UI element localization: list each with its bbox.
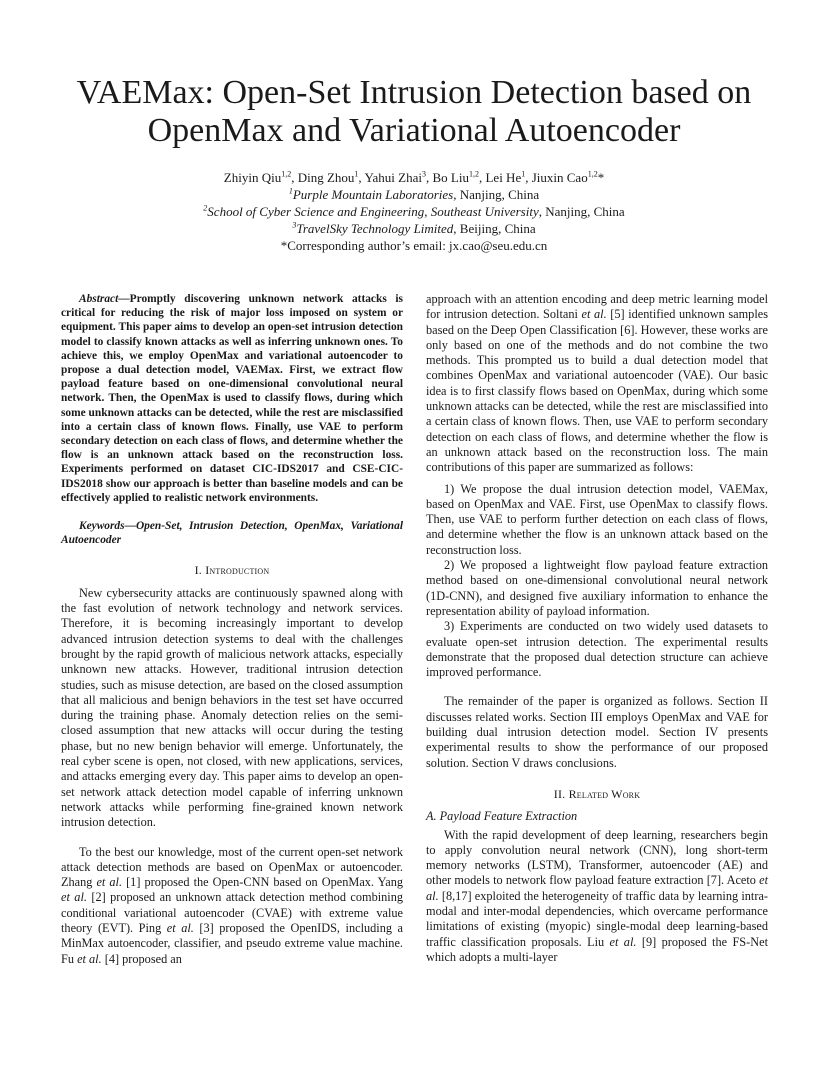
author-name: Zhiyin Qiu <box>223 170 282 185</box>
title-line-2: OpenMax and Variational Autoencoder <box>147 112 681 149</box>
contribution-item: 2) We proposed a lightweight flow payload feature extraction method based on one-dimensional convolutional neural network (1D-CNN), and designed five auxiliary information to enhance the representation ability of payload information. <box>426 558 768 618</box>
intro-paragraph: New cybersecurity attacks are continuously spawned along with the fast evolution of network technology and network services. Therefore, it is becoming increasingly important to develop advanced intrusion detection systems to deal with the challenges brought by the rapid growth of malicious network attacks, especially unknown new attacks. However, traditional intrusion detection studies, such as misuse detection, are based on the closed assumption that all malicious and benign behaviors in the test set have occurred during the training phase. Anomaly detection relies on the semi-closed assumption that new attacks will occur during the testing phase, but no new benign behavior will emerge. Unfortunately, the real cyber scene is open, not closed, with new applications, services, and attacks emerging every day. This paper aims to develop an open-set network attack detection model capable of inferring unknown network attacks while performing fine-grained known network intrusion detection. <box>61 585 403 830</box>
paper-title <box>40 74 788 150</box>
corresponding-author: *Corresponding author’s email: jx.cao@seu.edu.cn <box>280 238 548 253</box>
section-heading-introduction: I. Introduction <box>194 563 270 578</box>
body-paragraph: approach with an attention encoding and deep metric learning model for intrusion detection. Soltani et al. [5] identified unknown samples based on the Deep Open Classification [6]. However, these works are only based on one of the methods and do not combine the two methods. This prompted us to build a dual detection model that combines OpenMax and variational autoencoder (VAE). Our basic idea is to first classify flows based on OpenMax, during which some unknown attacks can be detected, while the rest are misclassified into a certain class of known flows. Then, use VAE to perform secondary detection on each class of flows, and determine whether the flow is an unknown attack based on the reconstruction loss. The main contributions of this paper are summarized as follows: <box>426 292 768 475</box>
abstract-label: Abstract <box>79 293 119 305</box>
intro-paragraph: To the best our knowledge, most of the current open-set network attack detection methods are based on OpenMax or autoencoder. Zhang et al. [1] proposed the Open-CNN based on OpenMax. Yang et al. [2] proposed an unknown attack detection method combining conditional variational autoencoder (CVAE) with extreme value theory (EVT). Ping et al. [3] proposed the OpenIDS, including a MinMax autoencoder, classifier, and pseudo extreme value machine. Fu et al. [4] proposed an <box>61 844 403 966</box>
right-column <box>426 292 768 965</box>
author-name: Lei He <box>485 170 522 185</box>
affiliation-2: $^2$School of Cyber Science and Engineering, Southeast University, Nanjing, China <box>203 203 625 219</box>
section-heading-related-work: II. Related Work <box>553 786 641 801</box>
contribution-item: 3) Experiments are conducted on two widely used datasets to evaluate open-set intrusion detection. The experimental results demonstrate that the proposed dual detection structure can achieve improved performance. <box>426 619 768 680</box>
affiliation-3: $^3$TravelSky Technology Limited, Beijing, China <box>292 220 536 236</box>
author-name: Ding Zhou <box>297 170 355 185</box>
keywords: Keywords—Open-Set, Intrusion Detection, OpenMax, Variational Autoencoder <box>61 520 403 547</box>
body-paragraph: With the rapid development of deep learning, researchers begin to apply convolution neural network (CNN), long short-term memory networks (LSTM), Transformer, autoencoder (AE) and other models to network flow payload feature extraction [7]. Aceto et al. [8,17] exploited the heterogeneity of traffic data by learning intra-modal and inter-modal dependencies, which overcame performance limitations of existing (myopic) single-modal deep learning-based traffic classification proposals. Liu et al. [9] proposed the FS-Net which adopts a multi-layer <box>426 827 768 964</box>
title-line-1: VAEMax: Open-Set Intrusion Detection based on <box>76 74 752 111</box>
affiliation-1: $^1$Purple Mountain Laboratories, Nanjing, China <box>288 186 540 202</box>
author-block <box>40 169 788 254</box>
organization-paragraph: The remainder of the paper is organized as follows. Section II discusses related works. Section III employs OpenMax and VAE for building dual intrusion detection model. Section IV presents experimental results to show the performance of our proposed solution. Section V draws conclusions. <box>426 694 768 770</box>
contribution-item: 1) We propose the dual intrusion detection model, VAEMax, based on OpenMax and VAE. First, use OpenMax to classify flows. Then, use VAE to perform further detection on each class of flows, and determine whether the flow is an unknown attack based on the reconstruction loss. <box>426 481 768 557</box>
author-name: Jiuxin Cao <box>531 170 588 185</box>
author-name: Yahui Zhai <box>364 170 422 185</box>
author-name: Bo Liu <box>432 170 469 185</box>
author-names: Zhiyin Qiu$^{1,2}$, Ding Zhou$^1$, Yahui Zhai$^3$, Bo Liu$^{1,2}$, Lei He$^1$, Jiuxin Cao$^{1,2}$* <box>223 169 605 185</box>
subsection-heading: A. Payload Feature Extraction <box>426 809 578 824</box>
abstract-text: —Promptly discovering unknown network attacks is critical for reducing the risk of major loss imposed on system or equipment. This paper aims to develop an open-set intrusion detection model to classify known attacks as well as inferring unknown ones. To achieve this, we employ OpenMax and variational autoencoder to propose a dual detection model, VAEMax. First, we extract flow payload feature based on one-dimensional convolutional neural network. Then, the OpenMax is used to classify flows, during which some unknown attacks can be detected, while the rest are misclassified into a certain class of known flows. Finally, use VAE to perform secondary detection on each class of flows, and determine whether the flow is an unknown attack based on the reconstruction loss. Experiments performed on dataset CIC-IDS2017 and CSE-CIC-IDS2018 show our approach is better than baseline models and can be effectively applied to realistic network environments. <box>61 293 403 504</box>
left-column <box>61 292 403 967</box>
abstract <box>61 292 403 505</box>
